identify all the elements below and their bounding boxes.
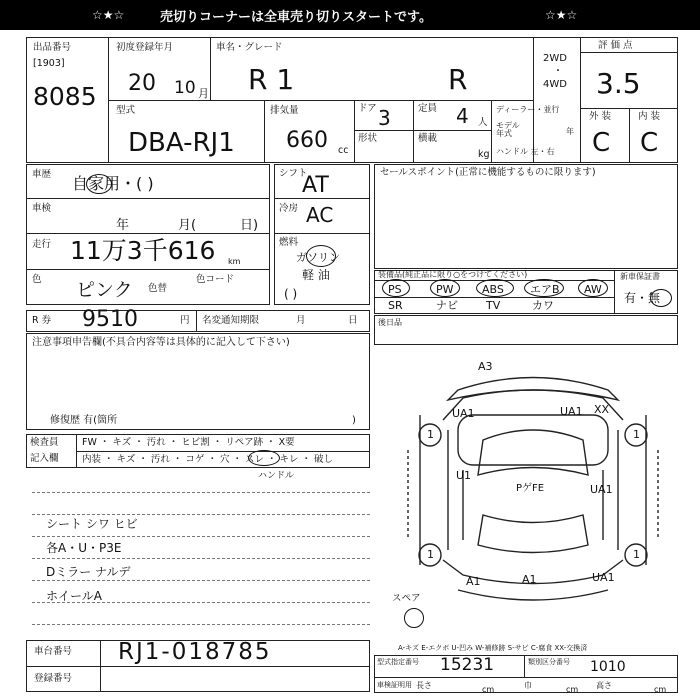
circle-aw bbox=[578, 279, 608, 297]
door-label: ドア bbox=[358, 103, 377, 114]
equip-sr: SR bbox=[388, 299, 403, 312]
spare-label: スペア bbox=[392, 593, 421, 604]
reg-month: 10 bbox=[174, 78, 196, 98]
fuel-diesel: 軽 油 bbox=[302, 268, 330, 282]
ac-value: AC bbox=[306, 203, 334, 227]
interior-grade: C bbox=[640, 128, 659, 158]
interior-label: 内 装 bbox=[638, 111, 661, 122]
mark-a1-left: A1 bbox=[466, 575, 481, 588]
len-label: 長さ bbox=[416, 681, 432, 690]
car-grade: R bbox=[448, 63, 468, 96]
lot-number: 8085 bbox=[33, 82, 97, 111]
equip-pw: PW bbox=[436, 283, 454, 296]
mark-a1-rear: A1 bbox=[522, 573, 537, 586]
regist-month: 月 bbox=[296, 315, 306, 326]
mark-ua1-right: UA1 bbox=[590, 483, 613, 496]
circle-abs bbox=[476, 279, 514, 297]
wheel-mark-rl: 1 bbox=[427, 548, 434, 561]
note-line-2: 各A・U・P3E bbox=[46, 541, 122, 555]
sales-point-box bbox=[374, 164, 678, 269]
circle-pw bbox=[430, 279, 460, 297]
model-label: 型式 bbox=[116, 105, 136, 116]
mark-roof: PゲFE bbox=[516, 483, 545, 494]
model-year-label: モデル 年式 bbox=[496, 121, 520, 138]
hgt-cm: cm bbox=[654, 685, 667, 694]
wid-label: 巾 bbox=[524, 681, 532, 690]
wheel-mark-fr: 1 bbox=[633, 428, 640, 441]
hgt-label: 高さ bbox=[596, 681, 612, 690]
inspector-label-1: 検査員 bbox=[30, 437, 59, 448]
history-label: 車歴 bbox=[32, 169, 52, 180]
repair-close: ) bbox=[352, 415, 356, 426]
wheel-mark-fl: 1 bbox=[427, 428, 434, 441]
repair-label: 修復歴 有(箇所 bbox=[50, 415, 118, 426]
reg-number-label: 登録番号 bbox=[34, 673, 73, 684]
recycle-row bbox=[26, 307, 370, 332]
reg-month-unit: 月 bbox=[198, 87, 209, 100]
handle-label: ハンドル 左・右 bbox=[496, 147, 555, 156]
car-name: R 1 bbox=[248, 63, 295, 96]
dealer-label: ディーラー・並行 bbox=[496, 105, 560, 114]
regist-day: 日 bbox=[348, 315, 358, 326]
equip-navi: ナビ bbox=[436, 299, 458, 312]
mark-u1: U1 bbox=[456, 469, 472, 482]
size-label: 車検証明用 bbox=[377, 681, 412, 689]
top-banner bbox=[0, 0, 700, 30]
km-unit: km bbox=[228, 257, 241, 266]
shift-label: シフト bbox=[279, 168, 308, 179]
car-name-label: 車名・グレード bbox=[216, 42, 283, 53]
insp-month: 月( bbox=[178, 218, 197, 233]
lot-sub: [1903] bbox=[33, 58, 65, 69]
person-unit: 人 bbox=[478, 117, 488, 128]
mark-xx: XX bbox=[594, 403, 610, 416]
score-value: 3.5 bbox=[596, 67, 641, 100]
history-circle bbox=[86, 174, 112, 194]
fuel-label: 燃料 bbox=[279, 237, 299, 248]
chassis-label: 車台番号 bbox=[34, 646, 73, 657]
displacement-value: 660 bbox=[286, 128, 328, 153]
color-change-label: 色替 bbox=[148, 283, 168, 294]
drive-2wd: 2WD bbox=[543, 53, 567, 64]
shift-value: AT bbox=[302, 173, 329, 198]
equipment-label: 装備品(純正品に限り○をつけてください) bbox=[378, 270, 528, 279]
recycle-value: 9510 bbox=[82, 307, 138, 332]
model-value: DBA-RJ1 bbox=[128, 128, 235, 158]
len-cm: cm bbox=[482, 685, 495, 694]
chassis-value: RJ1-018785 bbox=[118, 639, 272, 665]
inspector-label-2: 記入欄 bbox=[30, 453, 59, 464]
shape-label: 形状 bbox=[358, 133, 378, 144]
later-items-label: 後日品 bbox=[378, 318, 402, 327]
ac-label: 冷房 bbox=[279, 203, 299, 214]
first-reg-label: 初度登録年月 bbox=[116, 42, 174, 53]
exterior-label: 外 装 bbox=[589, 111, 612, 122]
drive-4wd: 4WD bbox=[543, 79, 567, 90]
warranty-circle bbox=[650, 289, 672, 307]
note-line-1: シート シワ ヒビ bbox=[46, 517, 138, 531]
inspection-label: 車検 bbox=[32, 203, 52, 214]
warranty-label: 新車保証書 bbox=[620, 272, 660, 281]
color-value: ピンク bbox=[76, 279, 133, 301]
later-items-box bbox=[374, 315, 678, 345]
mileage-label: 走行 bbox=[32, 239, 52, 250]
equip-leather: カワ bbox=[532, 299, 554, 312]
exterior-grade: C bbox=[592, 128, 611, 158]
circle-ps bbox=[382, 279, 410, 297]
score-label: 評 価 点 bbox=[598, 40, 633, 51]
color-label: 色 bbox=[32, 274, 42, 285]
doors-value: 3 bbox=[378, 106, 391, 130]
sales-point-label: セールスポイント(正常に機能するものに限ります) bbox=[380, 167, 596, 178]
spare-circle bbox=[404, 608, 424, 628]
fuel-other: ( ) bbox=[284, 287, 298, 301]
damage-legend: A-キズ E-エクボ U-凹み W-補修跡 S-サビ C-腐食 XX-交換済 bbox=[398, 644, 588, 652]
equip-tv: TV bbox=[486, 299, 501, 312]
wid-cm: cm bbox=[566, 685, 579, 694]
drive-dot: ・ bbox=[553, 66, 563, 77]
reg-year: 20 bbox=[128, 71, 156, 96]
fuel-gasoline: ガソリン bbox=[296, 251, 340, 264]
circle-airbag bbox=[524, 279, 564, 297]
mark-a3: A3 bbox=[478, 360, 493, 373]
width-label: 横載 bbox=[418, 133, 438, 144]
cc-unit: cc bbox=[338, 145, 349, 156]
cert-label: 型式指定番号 bbox=[377, 658, 419, 666]
recycle-label: R 券 bbox=[32, 315, 52, 326]
equip-airbag: エアB bbox=[530, 283, 560, 296]
capacity-value: 4 bbox=[456, 104, 469, 128]
equip-ps: PS bbox=[388, 283, 402, 296]
inspector-row-1: FW ・ キズ ・ 汚れ ・ ヒビ割 ・ リペア跡 ・ X要 bbox=[82, 437, 295, 448]
mark-ua1-rear-right: UA1 bbox=[592, 571, 615, 584]
yen-unit: 円 bbox=[180, 315, 190, 326]
note-line-4: ホイールA bbox=[46, 589, 102, 603]
class-value: 1010 bbox=[590, 659, 626, 675]
class-label: 類別区分番号 bbox=[528, 658, 570, 666]
lot-label: 出品番号 bbox=[33, 42, 72, 53]
kg-unit: kg bbox=[478, 149, 490, 160]
note-line-3: Dミラー ナルデ bbox=[46, 565, 131, 579]
banner-stars-left: ☆★☆ bbox=[92, 8, 125, 22]
regist-label: 名変通知期限 bbox=[202, 315, 260, 326]
inspector-row-2: 内装 ・ キズ ・ 汚れ ・ コゲ ・ 穴 ・ スレ ・ キレ ・ 破し bbox=[82, 454, 333, 465]
history-text: 自家用・( ) bbox=[72, 174, 154, 193]
fuel-circle bbox=[306, 245, 336, 267]
mileage-value: 11万3千616 bbox=[70, 236, 216, 265]
inspector-circle bbox=[248, 450, 280, 466]
mark-ua1-front-left: UA1 bbox=[452, 407, 475, 420]
insp-day: 日) bbox=[240, 218, 259, 233]
color-code-label: 色コード bbox=[196, 274, 235, 285]
warranty-value: 有・無 bbox=[624, 291, 661, 305]
year-unit: 年 bbox=[566, 127, 574, 136]
capacity-label: 定員 bbox=[418, 103, 438, 114]
displacement-label: 排気量 bbox=[270, 105, 299, 116]
handle-note: ハンドル bbox=[258, 471, 295, 481]
equip-abs: ABS bbox=[482, 283, 504, 296]
insp-year: 年 bbox=[116, 218, 130, 233]
banner-text: 売切りコーナーは全車売り切りスタートです。 bbox=[160, 9, 432, 25]
banner-stars-right: ☆★☆ bbox=[545, 8, 578, 22]
wheel-mark-rr: 1 bbox=[633, 548, 640, 561]
mark-ua1-front-right: UA1 bbox=[560, 405, 583, 418]
equip-aw: AW bbox=[584, 283, 602, 296]
cert-value: 15231 bbox=[440, 655, 495, 675]
caution-label: 注意事項申告欄(不具合内容等は具体的に記入して下さい) bbox=[32, 337, 290, 348]
